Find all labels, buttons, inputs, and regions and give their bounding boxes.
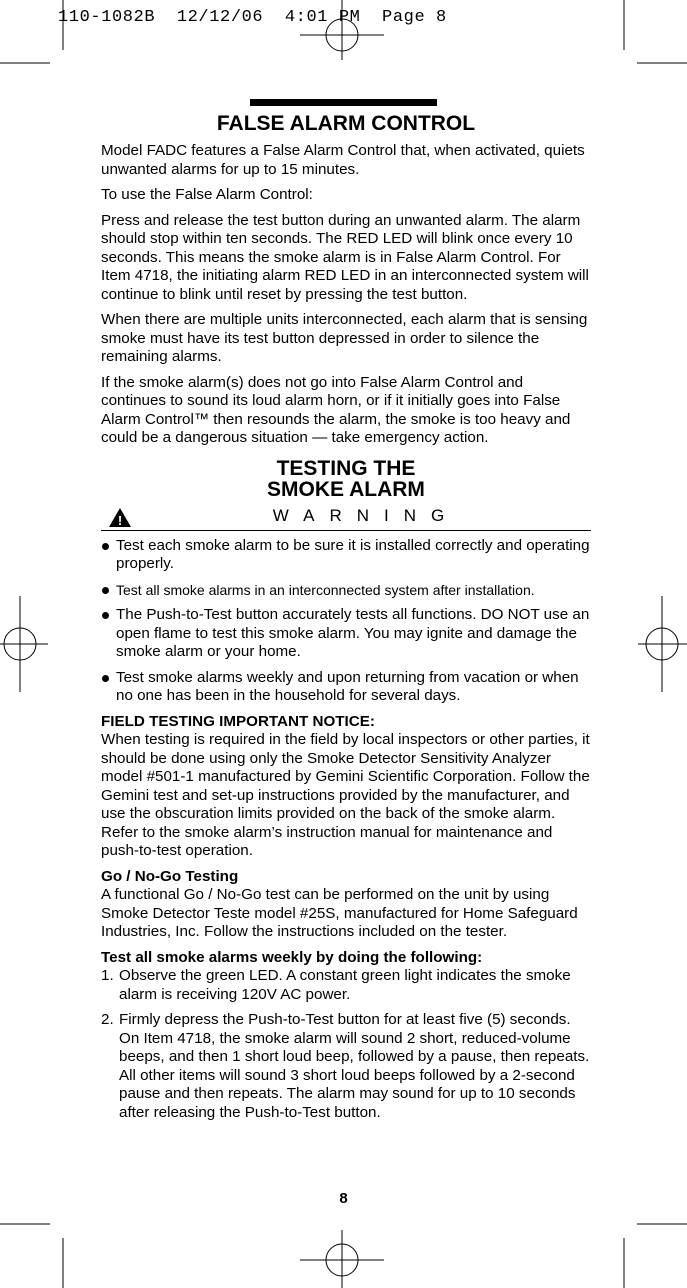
list-item: Test all smoke alarms in an interconnected system after installation. bbox=[101, 581, 591, 600]
page-content bbox=[101, 112, 591, 1129]
registration-mark-top bbox=[300, 0, 384, 60]
go-no-go-body: A functional Go / No-Go test can be performed on the unit by using Smoke Detector Teste model #25S, manufactured for Home Safeguard Industries, Inc. Follow the instructions included on the tester. bbox=[101, 886, 578, 940]
warning-symbol: ! bbox=[117, 512, 123, 527]
warning-label: WARNING bbox=[272, 505, 460, 525]
registration-mark-right bbox=[638, 596, 687, 692]
false-alarm-para-3: Press and release the test button during an unwanted alarm. The alarm should stop within ten seconds. The RED LED will blink once every 10 seconds. This means the smoke alarm is in False Alarm Control. For Item 4718, the initiating alarm RED LED in an interconnected system will continue to blink until reset by pressing the test button. bbox=[101, 211, 589, 303]
field-testing-body: When testing is required in the field by local inspectors or other parties, it should be done using only the Smoke Detector Sensitivity Analyzer model #501-1 manufactured by Gemini Scientific Corporation. Follow the Gemini test and set-up instructions provided by the manufacturer, and use the obscuration limits provided on the back of the smoke alarm. Refer to the smoke alarm’s instruction manual for maintenance and push-to-test operation. bbox=[101, 731, 590, 859]
step-number: 2. bbox=[101, 1011, 114, 1028]
false-alarm-para-2: To use the False Alarm Control: bbox=[101, 186, 313, 203]
list-item bbox=[101, 1011, 591, 1122]
field-testing-heading: FIELD TESTING IMPORTANT NOTICE: bbox=[101, 712, 375, 730]
go-no-go-heading: Go / No-Go Testing bbox=[101, 867, 239, 885]
list-item: The Push-to-Test button accurately tests all functions. DO NOT use an open flame to test this smoke alarm. You may ignite and damage the smoke alarm or your home. bbox=[101, 606, 591, 662]
weekly-test-heading: Test all smoke alarms weekly by doing the following: bbox=[101, 948, 483, 966]
registration-mark-bottom bbox=[300, 1230, 384, 1288]
false-alarm-title: FALSE ALARM CONTROL bbox=[216, 112, 476, 135]
false-alarm-para-1: Model FADC features a False Alarm Control that, when activated, quiets unwanted alarms for up to 15 minutes. bbox=[101, 142, 585, 178]
testing-title-line-2: SMOKE ALARM bbox=[267, 477, 425, 501]
step-text: Observe the green LED. A constant green light indicates the smoke alarm is receiving 120V AC power. bbox=[119, 967, 571, 1003]
list-item: Test each smoke alarm to be sure it is installed correctly and operating properly. bbox=[101, 537, 591, 574]
registration-mark-left bbox=[0, 596, 48, 692]
weekly-steps-list bbox=[101, 967, 591, 1122]
list-item bbox=[101, 967, 591, 1004]
testing-title-line-1: TESTING THE bbox=[276, 456, 416, 480]
warning-banner bbox=[101, 506, 591, 531]
step-text: Firmly depress the Push-to-Test button for at least five (5) seconds. On Item 4718, the smoke alarm will sound 2 short, reduced-volume beeps, and then 1 short loud beep, followed by a pause, then repeats. All other items will sound 3 short loud beeps followed by a 2-second pause and then repeats. The alarm may sound for up to 10 seconds after releasing the Push-to-Test button. bbox=[119, 1011, 590, 1121]
false-alarm-para-4: When there are multiple units interconnected, each alarm that is sensing smoke must have its test button depressed in order to silence the remaining alarms. bbox=[101, 311, 588, 365]
list-item: Test smoke alarms weekly and upon returning from vacation or when no one has been in the household for several days. bbox=[101, 669, 591, 706]
section-top-bar bbox=[250, 99, 437, 106]
page-number: 8 bbox=[339, 1190, 348, 1207]
step-number: 1. bbox=[101, 967, 114, 984]
printer-slug: 110-1082B 12/12/06 4:01 PM Page 8 bbox=[58, 8, 447, 27]
testing-bullet-list bbox=[101, 537, 591, 706]
false-alarm-para-5: If the smoke alarm(s) does not go into False Alarm Control and continues to sound its loud alarm horn, or if it initially goes into False Alarm Control™ then resounds the alarm, the smoke is too heavy and could be a dangerous situation — take emergency action. bbox=[101, 373, 571, 446]
testing-title bbox=[101, 458, 591, 500]
